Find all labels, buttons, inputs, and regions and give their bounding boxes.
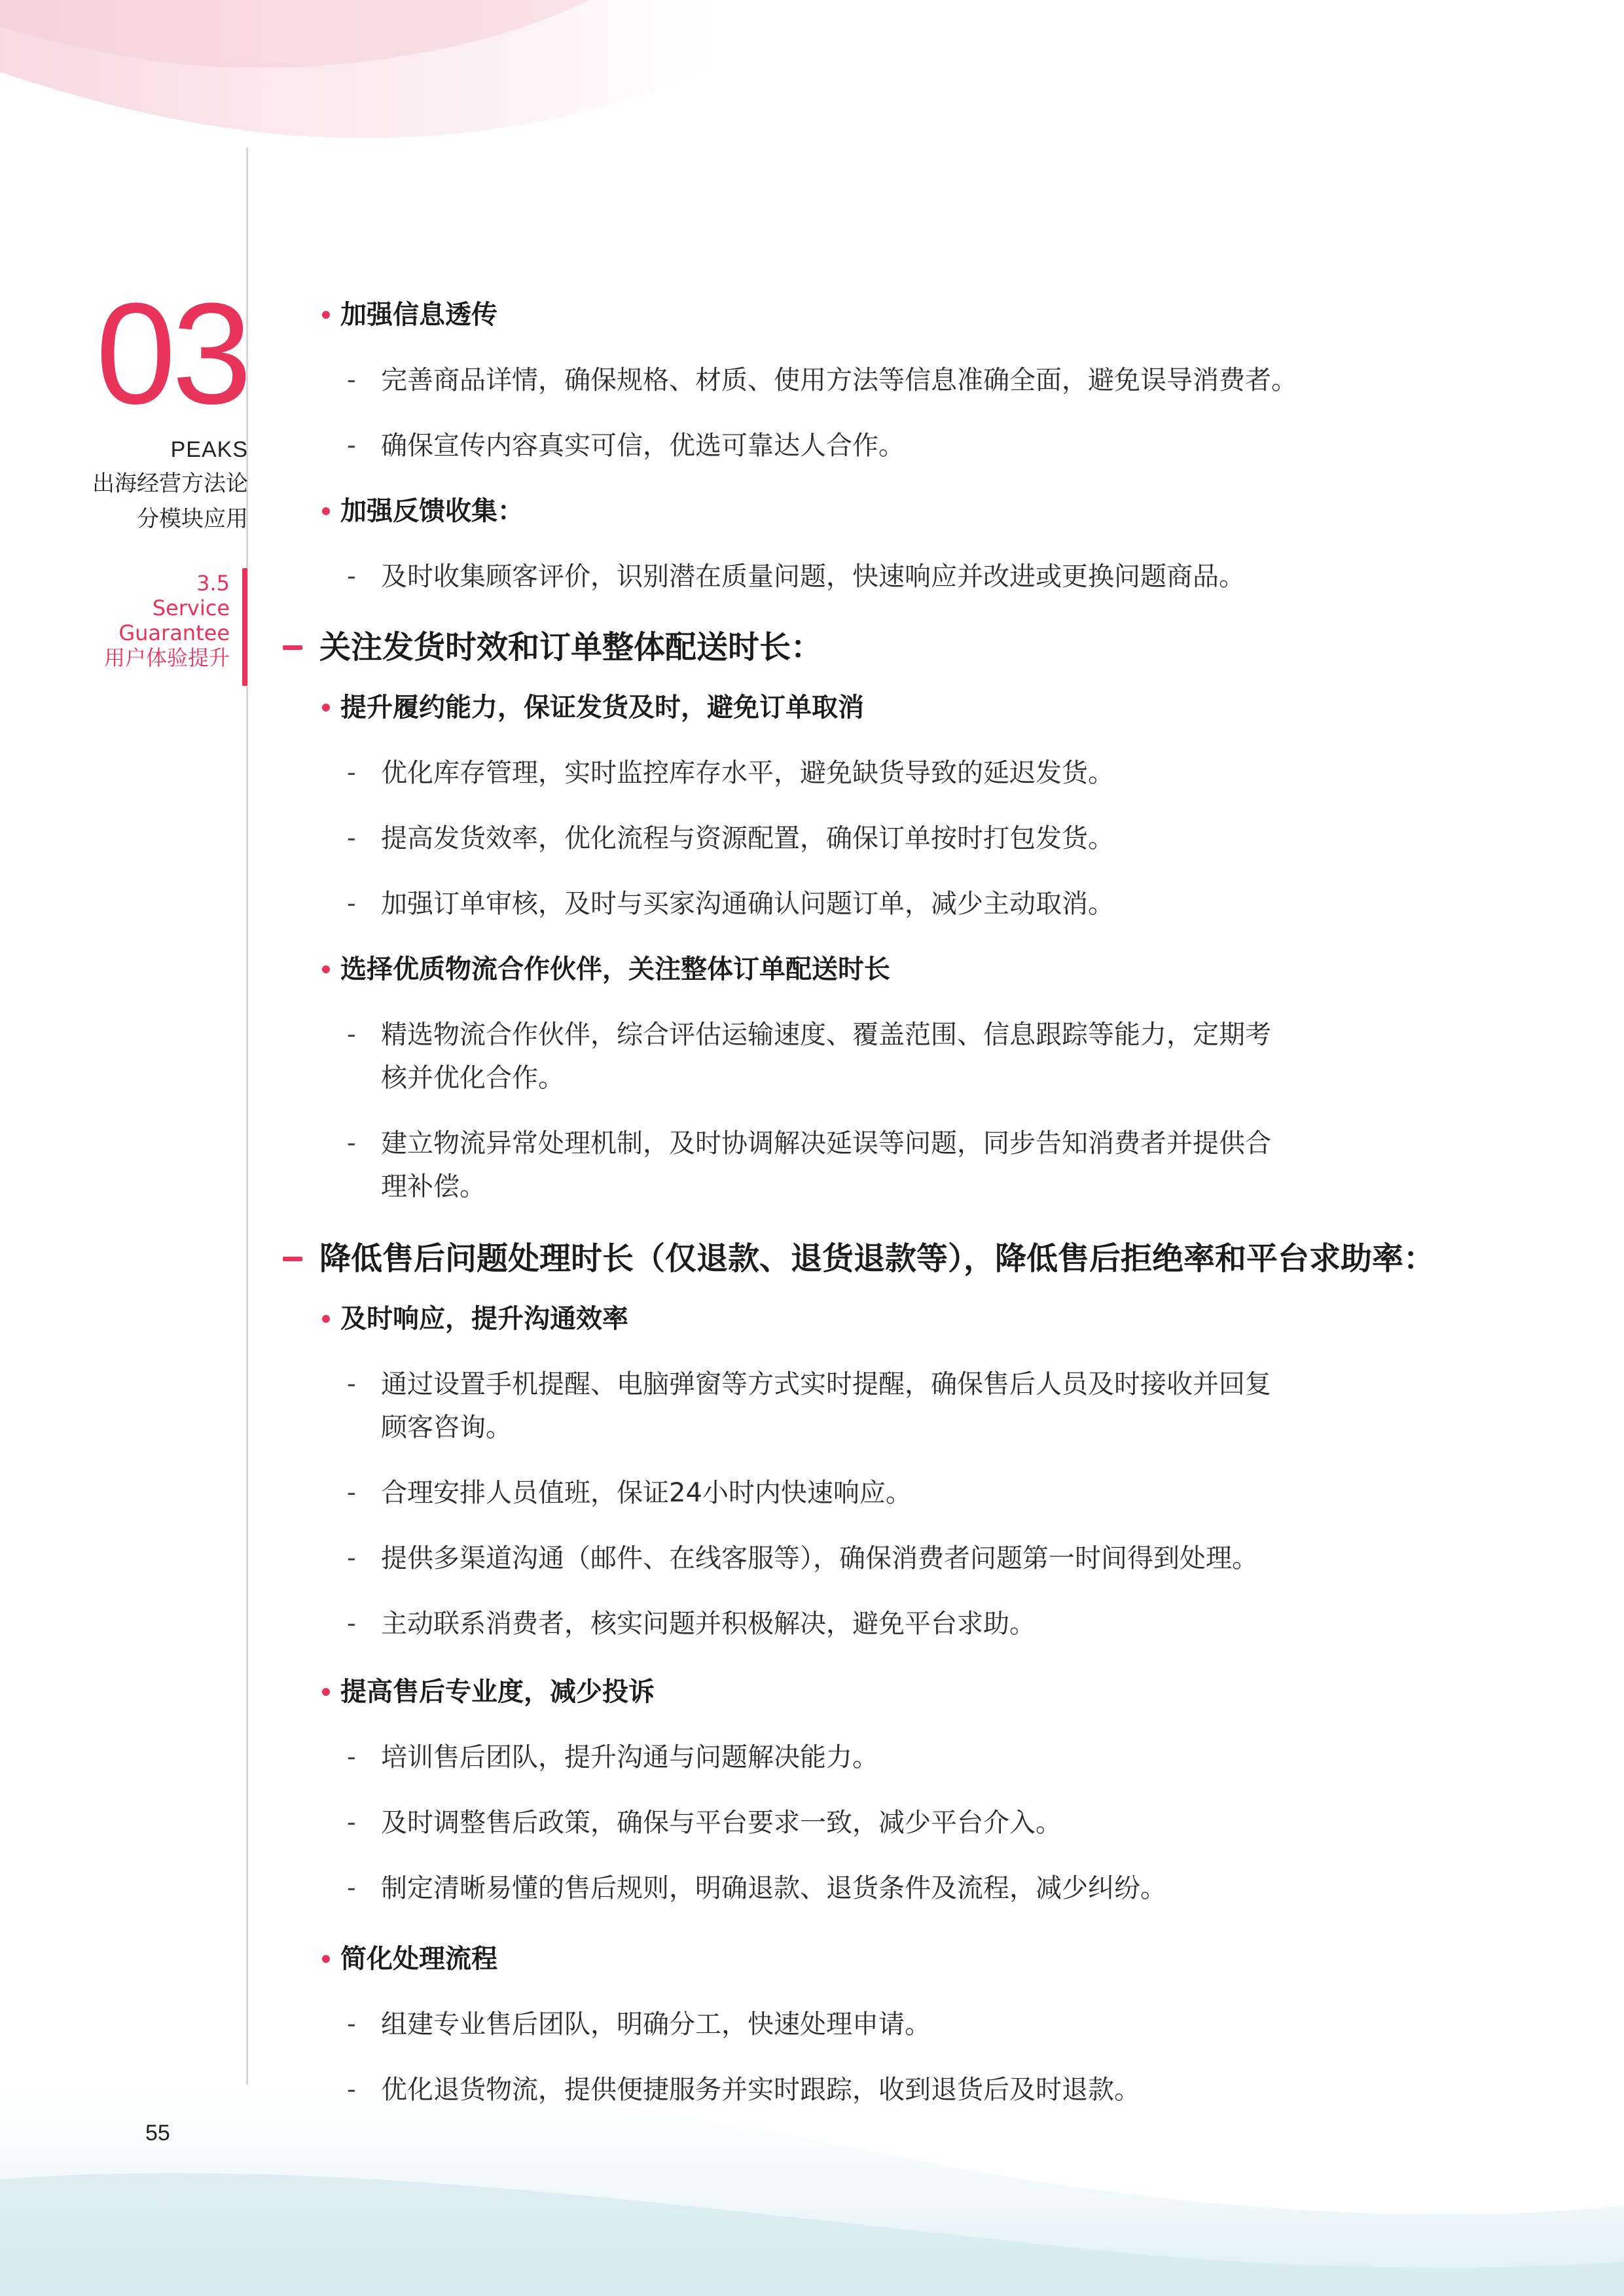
section-number: 3.5 <box>196 571 230 596</box>
bullet-heading: 及时响应，提升沟通效率 <box>340 1304 628 1334</box>
section-heading: 降低售后问题处理时长（仅退款、退货退款等），降低售后拒绝率和平台求助率： <box>319 1240 1435 1277</box>
list-item-line: 建立物流异常处理机制，及时协调解决延误等问题，同步告知消费者并提供合 <box>381 1128 1271 1158</box>
bullet-heading: 提高售后专业度，减少投诉 <box>340 1677 655 1707</box>
dash-marker: - <box>347 1543 356 1572</box>
chapter-brand: PEAKS <box>170 437 248 462</box>
bullet-heading: 提升履约能力，保证发货及时，避免订单取消 <box>340 692 864 723</box>
dash-marker: - <box>347 1020 356 1049</box>
dash-marker: - <box>347 1478 356 1507</box>
bullet-heading: 加强信息透传 <box>340 300 497 330</box>
section-name-line1: Service <box>152 596 230 620</box>
dash-marker: - <box>347 562 356 590</box>
bullet-dot <box>322 1688 330 1696</box>
bullet-dot <box>322 311 330 319</box>
dash-marker: - <box>347 1742 356 1771</box>
chapter-subtitle-line2: 分模块应用 <box>137 506 248 532</box>
dash-marker: - <box>347 758 356 787</box>
bullet-heading: 简化处理流程 <box>340 1944 497 1974</box>
dash-marker: - <box>347 1128 356 1157</box>
bullet-dot <box>322 507 330 515</box>
dash-marker: - <box>347 2075 356 2104</box>
list-item: 提供多渠道沟通（邮件、在线客服等），确保消费者问题第一时间得到处理。 <box>381 1543 1258 1573</box>
bullet-dot <box>322 965 330 973</box>
list-item-line: 理补偿。 <box>381 1172 486 1202</box>
bullet-heading: 选择优质物流合作伙伴，关注整体订单配送时长 <box>340 954 890 984</box>
dash-marker: - <box>347 1873 356 1902</box>
bullet-dot <box>322 704 330 711</box>
bullet-heading: 加强反馈收集： <box>340 496 524 526</box>
list-item: 完善商品详情，确保规格、材质、使用方法等信息准确全面，避免误导消费者。 <box>381 365 1297 395</box>
page-number: 55 <box>145 2121 170 2145</box>
heading-dash <box>283 645 302 650</box>
chapter-subtitle-line1: 出海经营方法论 <box>92 471 248 497</box>
section-heading: 关注发货时效和订单整体配送时长： <box>319 629 823 666</box>
bullet-dot <box>322 1315 330 1323</box>
list-item: 及时收集顾客评价，识别潜在质量问题，快速响应并改进或更换问题商品。 <box>381 562 1245 592</box>
list-item: 制定清晰易懂的售后规则，明确退款、退货条件及流程，减少纠纷。 <box>381 1873 1166 1903</box>
list-item-line: 核并优化合作。 <box>381 1063 564 1093</box>
section-name-line2: Guarantee <box>118 620 230 645</box>
dash-marker: - <box>347 823 356 852</box>
list-item: 培训售后团队，提升沟通与问题解决能力。 <box>381 1742 878 1772</box>
bullet-dot <box>322 1955 330 1963</box>
list-item: 提高发货效率，优化流程与资源配置，确保订单按时打包发货。 <box>381 823 1114 853</box>
dash-marker: - <box>347 889 356 918</box>
dash-marker: - <box>347 365 356 394</box>
list-item-line: 通过设置手机提醒、电脑弹窗等方式实时提醒，确保售后人员及时接收并回复 <box>381 1369 1271 1399</box>
list-item: 主动联系消费者，核实问题并积极解决，避免平台求助。 <box>381 1609 1036 1639</box>
list-item: 确保宣传内容真实可信，优选可靠达人合作。 <box>381 431 905 461</box>
dash-marker: - <box>347 431 356 459</box>
dash-marker: - <box>347 1369 356 1398</box>
list-item: 组建专业售后团队，明确分工，快速处理申请。 <box>381 2009 931 2039</box>
dash-marker: - <box>347 2009 356 2038</box>
section-name-cn: 用户体验提升 <box>103 645 230 670</box>
list-item: 加强订单审核，及时与买家沟通确认问题订单，减少主动取消。 <box>381 889 1114 919</box>
list-item: 及时调整售后政策，确保与平台要求一致，减少平台介入。 <box>381 1808 1062 1838</box>
dash-marker: - <box>347 1609 356 1638</box>
chapter-number: 03 <box>96 273 248 434</box>
heading-dash <box>283 1257 302 1261</box>
list-item: 优化库存管理，实时监控库存水平，避免缺货导致的延迟发货。 <box>381 758 1114 788</box>
list-item: 合理安排人员值班，保证24小时内快速响应。 <box>381 1478 912 1508</box>
dash-marker: - <box>347 1808 356 1837</box>
list-item-line: 顾客咨询。 <box>381 1412 512 1443</box>
list-item-line: 精选物流合作伙伴，综合评估运输速度、覆盖范围、信息跟踪等能力，定期考 <box>381 1020 1271 1050</box>
list-item: 优化退货物流，提供便捷服务并实时跟踪，收到退货后及时退款。 <box>381 2075 1140 2105</box>
